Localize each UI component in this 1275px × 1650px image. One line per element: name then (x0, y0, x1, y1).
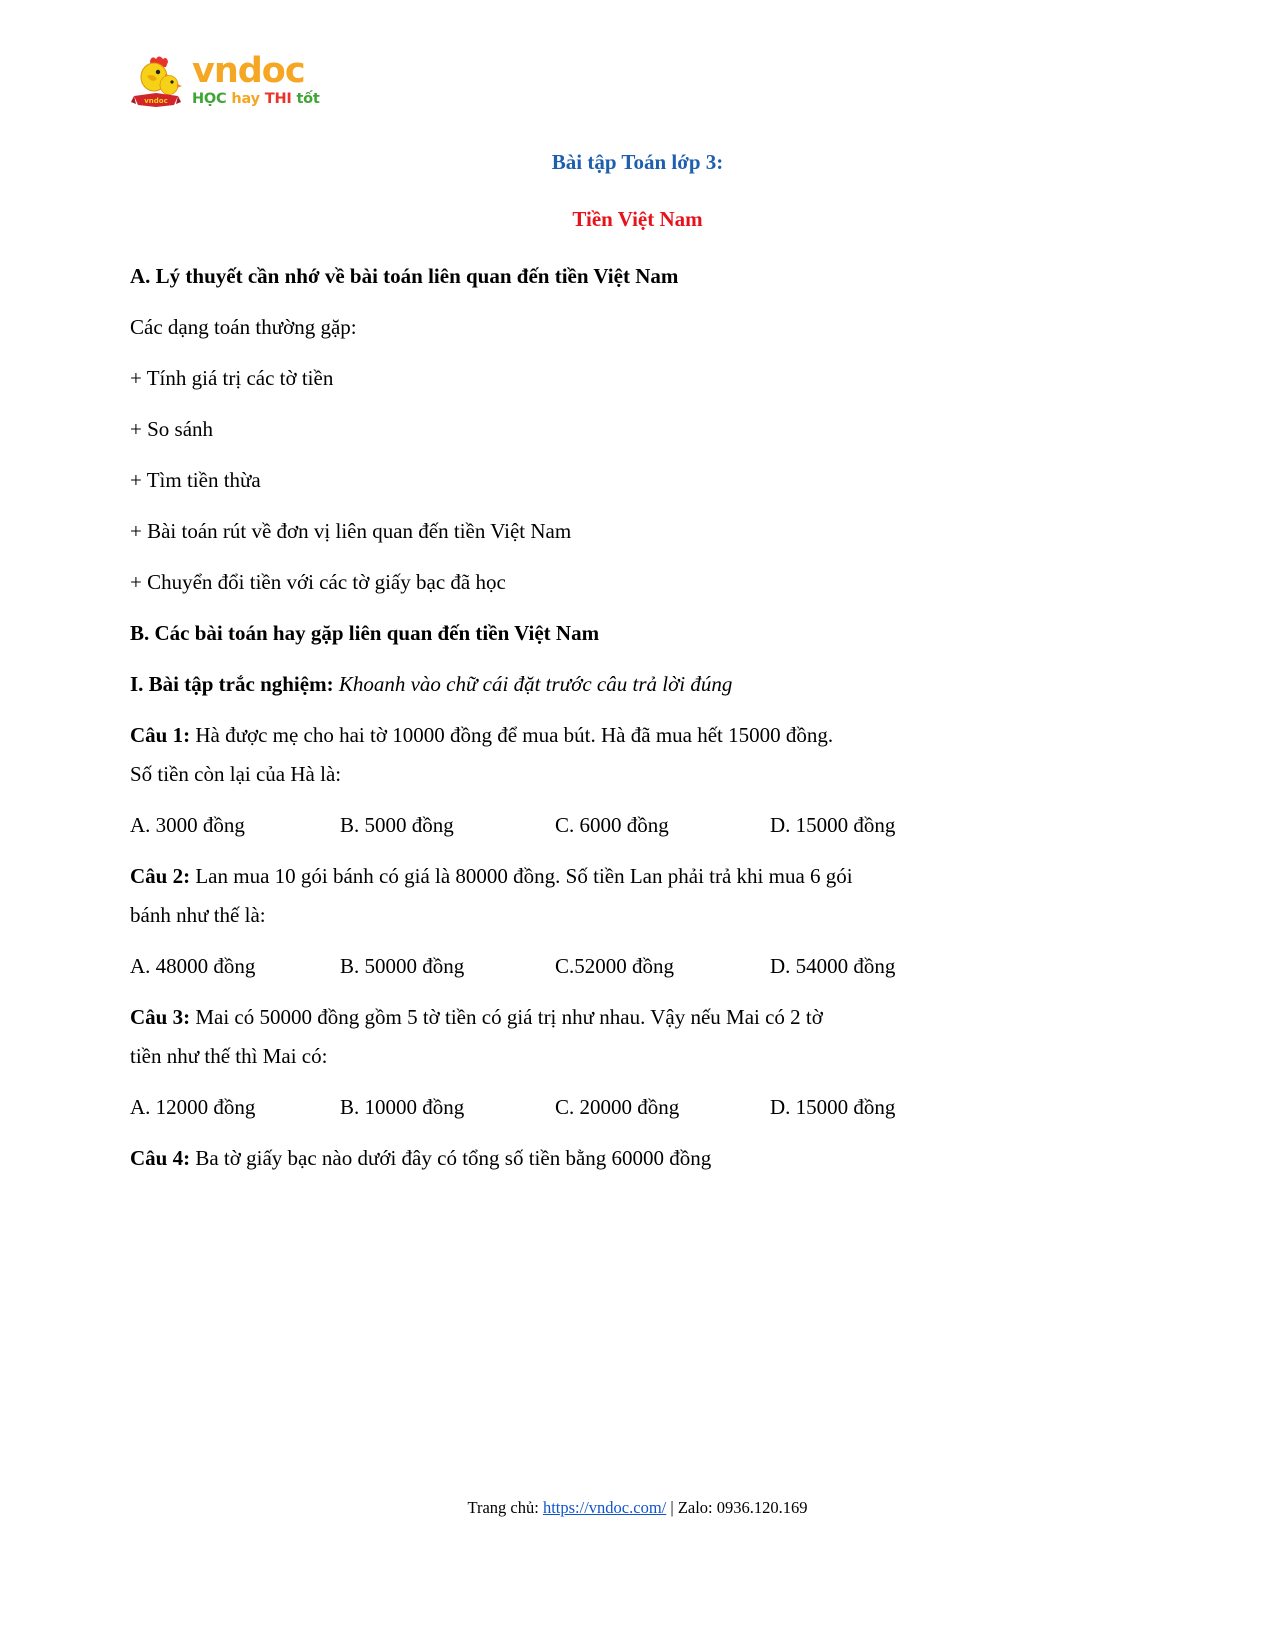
question-3-option-d[interactable]: D. 15000 đồng (770, 1095, 896, 1119)
section-a-item-3: + Tìm tiền thừa (130, 468, 261, 492)
document-title-primary: Bài tập Toán lớp 3: (551, 150, 724, 174)
logo-word: vndoc (192, 51, 305, 91)
question-4-text: Ba tờ giấy bạc nào dưới đây có tổng số tiền bằng 60000 đồng (190, 1146, 712, 1170)
logo-tagline-thi: THI (264, 91, 292, 107)
footer-website-link[interactable]: https://vndoc.com/ (542, 1498, 667, 1518)
section-b-part1-label: I. Bài tập trắc nghiệm: (130, 672, 334, 696)
logo-wordmark (192, 52, 320, 107)
question-2-label: Câu 2: (130, 864, 191, 888)
question-3-option-a[interactable]: A. 12000 đồng (130, 1095, 256, 1119)
section-b-part1 (130, 644, 1145, 695)
document-title-secondary: Tiền Việt Nam (572, 207, 703, 231)
question-3-line2: tiền như thế thì Mai có: (130, 1044, 328, 1068)
svg-text:vndoc: vndoc (144, 97, 168, 105)
question-3-options (130, 1067, 1145, 1118)
question-4-line1 (130, 1118, 1145, 1169)
question-1-line1 (130, 695, 1145, 746)
question-2-line2: bánh như thế là: (130, 903, 266, 927)
question-3-option-c[interactable]: C. 20000 đồng (555, 1095, 680, 1119)
question-1-label: Câu 1: (130, 723, 191, 747)
question-2-options (130, 926, 1145, 977)
section-a-item-2: + So sánh (130, 417, 214, 441)
question-2-option-d[interactable]: D. 54000 đồng (770, 954, 896, 978)
question-1-option-a[interactable]: A. 3000 đồng (130, 813, 245, 837)
footer-suffix: | Zalo: 0936.120.169 (666, 1498, 808, 1518)
question-1-option-d[interactable]: D. 15000 đồng (770, 813, 896, 837)
section-b-heading: B. Các bài toán hay gặp liên quan đến tiền Việt Nam (130, 621, 600, 645)
question-2-option-b[interactable]: B. 50000 đồng (340, 954, 465, 978)
question-3-line1 (130, 977, 1145, 1028)
question-3-label: Câu 3: (130, 1005, 191, 1029)
section-a-item-4: + Bài toán rút về đơn vị liên quan đến tiền Việt Nam (130, 519, 572, 543)
question-2-option-a[interactable]: A. 48000 đồng (130, 954, 256, 978)
section-a-intro: Các dạng toán thường gặp: (130, 315, 357, 339)
question-2-line1 (130, 836, 1145, 887)
question-1-option-c[interactable]: C. 6000 đồng (555, 813, 669, 837)
question-1-line2: Số tiền còn lại của Hà là: (130, 762, 342, 786)
question-1-options (130, 785, 1145, 836)
question-2-option-c[interactable]: C.52000 đồng (555, 954, 675, 978)
chick-mascot-icon (130, 52, 186, 110)
section-a-item-1: + Tính giá trị các tờ tiền (130, 366, 334, 390)
logo-tagline-hay: hay (231, 91, 260, 107)
question-1-text: Hà được mẹ cho hai tờ 10000 đồng để mua bút. Hà đã mua hết 15000 đồng. (190, 723, 834, 747)
logo-tagline-tot: tốt (296, 91, 320, 107)
footer-prefix: Trang chủ: (467, 1498, 543, 1518)
question-4-label: Câu 4: (130, 1146, 191, 1170)
question-3-text: Mai có 50000 đồng gồm 5 tờ tiền có giá trị như nhau. Vậy nếu Mai có 2 tờ (190, 1005, 823, 1029)
question-1-option-b[interactable]: B. 5000 đồng (340, 813, 454, 837)
page-footer (0, 1498, 1275, 1518)
section-b-part1-instruction: Khoanh vào chữ cái đặt trước câu trả lời đúng (338, 672, 733, 696)
vndoc-logo[interactable] (130, 52, 320, 114)
section-a-heading: A. Lý thuyết cần nhớ về bài toán liên quan đến tiền Việt Nam (130, 264, 679, 288)
question-2-text: Lan mua 10 gói bánh có giá là 80000 đồng. Số tiền Lan phải trả khi mua 6 gói (190, 864, 853, 888)
logo-tagline-hoc: HỌC (192, 91, 227, 107)
section-a-item-5: + Chuyển đổi tiền với các tờ giấy bạc đã học (130, 570, 506, 594)
question-3-option-b[interactable]: B. 10000 đồng (340, 1095, 465, 1119)
logo-tagline (192, 91, 320, 107)
